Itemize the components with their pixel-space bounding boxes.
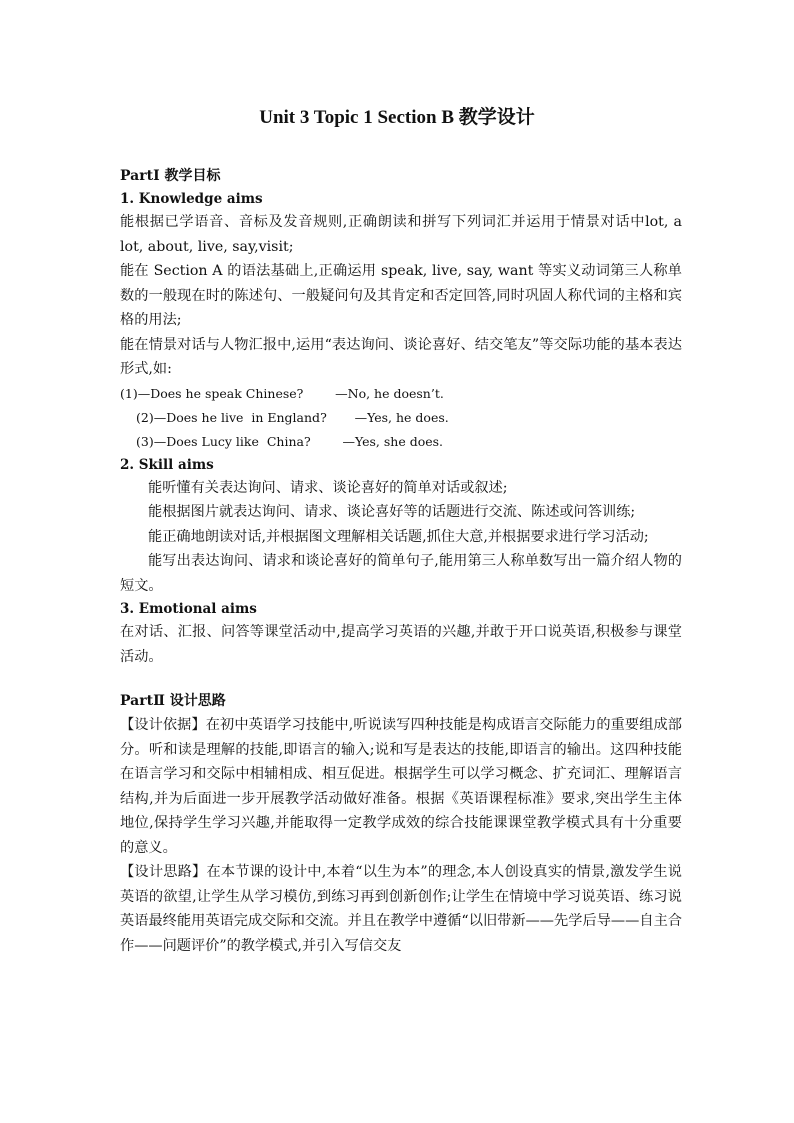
- design-idea-paragraph: 【设计思路】在本节课的设计中,本着“以生为本”的理念,本人创设真实的情景,激发学生说英语的欲望,让学生从学习模仿,到练习再到创新创作;让学生在情境中学习说英语、练习说英语最终能用英语完成交际和交流。并且在教学中遵循“以旧带新——先学后导——自主合作——问题评价”的教学模式,并引入写信交友: [120, 864, 682, 954]
- skill-aims-heading: 2. Skill aims: [120, 456, 214, 473]
- dialog-example-2: (2)—Does he live in England? —Yes, he does.: [136, 409, 449, 425]
- knowledge-paragraph-2: 能在 Section A 的语法基础上,正确运用 speak, live, say, want 等实义动词第三人称单数的一般现在时的陈述句、一般疑问句及其肯定和否定回答,同时巩固人称代词的主格和宾格的用法;: [120, 263, 682, 328]
- skill-paragraph-3: 能正确地朗读对话,并根据图文理解相关话题,抓住大意,并根据要求进行学习活动;: [148, 528, 649, 545]
- design-basis-paragraph: 【设计依据】在初中英语学习技能中,听说读写四种技能是构成语言交际能力的重要组成部分。听和读是理解的技能,即语言的输入;说和写是表达的技能,即语言的输出。这四种技能在语言学习和交际中相辅相成、相互促进。根据学生可以学习概念、扩充词汇、理解语言结构,并为后面进一步开展教学活动做好准备。根据《英语课程标准》要求,突出学生主体地位,保持学生学习兴趣,并能取得一定教学成效的综合技能课课堂教学模式具有十分重要的意义。: [120, 717, 682, 856]
- skill-paragraph-4: 能写出表达询问、请求和谈论喜好的简单句子,能用第三人称单数写出一篇介绍人物的短文。: [120, 553, 682, 594]
- knowledge-aims-heading: 1. Knowledge aims: [120, 191, 263, 207]
- knowledge-paragraph-3: 能在情景对话与人物汇报中,运用“表达询问、谈论喜好、结交笔友”等交际功能的基本表达形式,如:: [120, 336, 682, 377]
- part1-heading: PartⅠ 教学目标: [120, 168, 221, 184]
- document-body: [120, 164, 682, 958]
- skill-paragraph-2: 能根据图片就表达询问、请求、谈论喜好等的话题进行交流、陈述或问答训练;: [148, 504, 636, 520]
- document-title: Unit 3 Topic 1 Section B 教学设计: [259, 107, 535, 128]
- knowledge-paragraph-1: 能根据已学语音、音标及发音规则,正确朗读和拼写下列词汇并运用于情景对话中lot, a lot, about, live, say,visit;: [120, 214, 682, 255]
- emotional-paragraph-1: 在对话、汇报、问答等课堂活动中,提高学习英语的兴趣,并敢于开口说英语,积极参与课堂活动。: [120, 624, 682, 665]
- emotional-aims-heading: 3. Emotional aims: [120, 601, 257, 617]
- dialog-example-1: (1)—Does he speak Chinese? —No, he doesn’t.: [120, 385, 444, 401]
- skill-paragraph-1: 能听懂有关表达询问、请求、谈论喜好的简单对话或叙述;: [148, 479, 508, 496]
- part2-heading: PartⅡ 设计思路: [120, 693, 226, 709]
- dialog-example-3: (3)—Does Lucy like China? —Yes, she does.: [136, 433, 444, 449]
